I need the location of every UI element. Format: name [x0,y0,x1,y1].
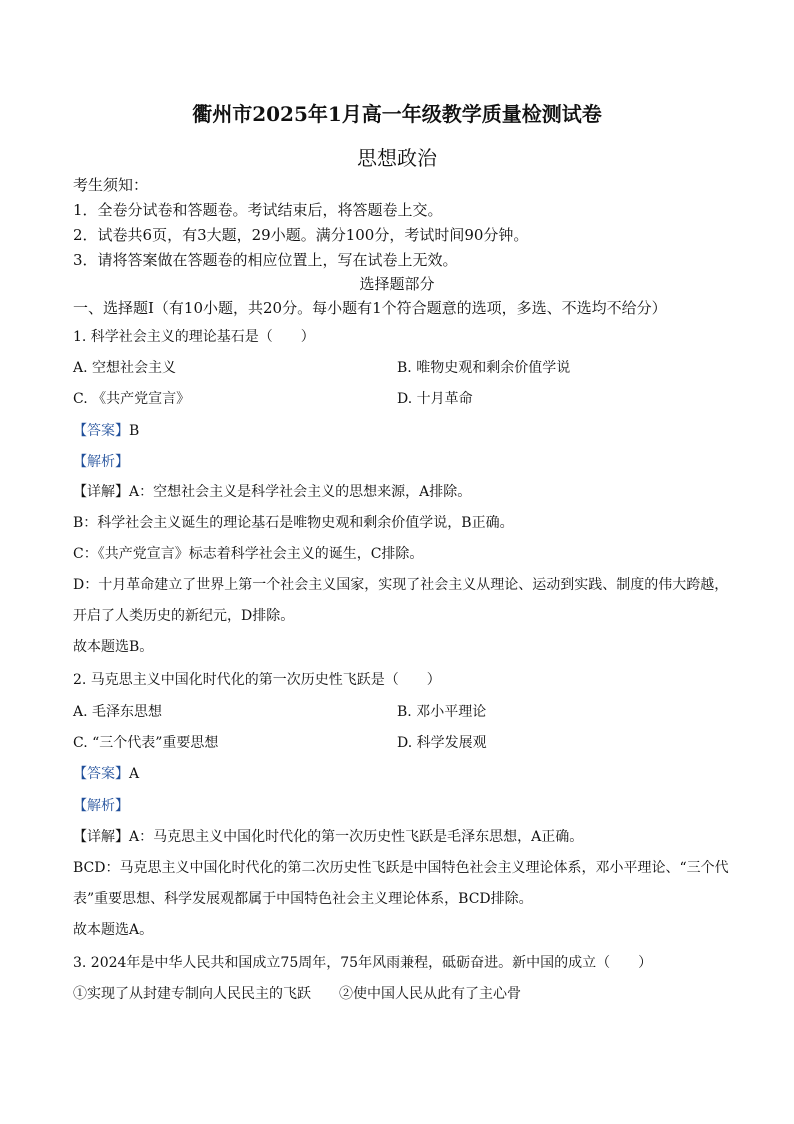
notice-item-2: 2．试卷共6页，有3大题，29小题。满分100分，考试时间90分钟。 [73,226,529,244]
notice-item-1: 1．全卷分试卷和答题卷。考试结束后，将答题卷上交。 [73,201,443,219]
question-1-option-a: A. 空想社会主义 [73,360,177,376]
question-3-options: ①实现了从封建专制向人民民主的飞跃 ②使中国人民从此有了主心骨 [73,986,521,1002]
section-heading: 一、选择题Ⅰ（有10小题，共20分。每小题有1个符合题意的选项，多选、不选均不给分） [73,299,667,317]
answer-tag: 【答案】 [73,423,129,439]
question-2-conclusion: 故本题选A。 [73,922,154,938]
question-2-answer [73,765,139,783]
question-1-answer [73,422,139,440]
answer-value: B [129,423,140,439]
question-2-option-b: B. 邓小平理论 [397,704,487,720]
notice-heading: 考生须知： [73,176,149,194]
question-1-detail-5: 开启了人类历史的新纪元，D排除。 [73,608,295,624]
question-2-option-c: C. “三个代表”重要思想 [73,735,219,751]
question-2-detail-2: BCD：马克思主义中国化时代化的第二次历史性飞跃是中国特色社会主义理论体系，邓小平理论、“三个代 [73,860,729,876]
page-title: 衢州市2025年1月高一年级教学质量检测试卷 [192,102,602,126]
question-1-option-c: C. 《共产党宣言》 [73,391,191,407]
question-1-analysis-tag: 【解析】 [73,454,129,470]
question-2-option-d: D. 科学发展观 [397,735,487,751]
answer-tag: 【答案】 [73,766,129,782]
question-1-detail-3: C：《共产党宣言》标志着科学社会主义的诞生，C排除。 [73,546,424,562]
question-1-detail-2: B：科学社会主义诞生的理论基石是唯物史观和剩余价值学说，B正确。 [73,515,514,531]
question-1-stem: 1. 科学社会主义的理论基石是（ ） [73,329,315,345]
question-2-stem: 2. 马克思主义中国化时代化的第一次历史性飞跃是（ ） [73,672,441,688]
question-2-detail-1: 【详解】A：马克思主义中国化时代化的第一次历史性飞跃是毛泽东思想，A正确。 [73,829,584,845]
question-2-option-a: A. 毛泽东思想 [73,704,163,720]
answer-value: A [129,766,140,782]
question-1-detail-1: 【详解】A：空想社会主义是科学社会主义的思想来源，A排除。 [73,484,472,500]
question-1-option-b: B. 唯物史观和剩余价值学说 [397,360,571,376]
question-1-detail-4: D：十月革命建立了世界上第一个社会主义国家，实现了社会主义从理论、运动到实践、制度的伟大跨越， [73,577,729,593]
question-3-stem: 3. 2024年是中华人民共和国成立75周年，75年风雨兼程，砥砺奋进。新中国的成立（ ） [73,955,653,971]
question-1-conclusion: 故本题选B。 [73,639,154,655]
question-1-option-d: D. 十月革命 [397,391,473,407]
question-2-detail-3: 表”重要思想、科学发展观都属于中国特色社会主义理论体系，BCD排除。 [73,891,533,907]
part-title: 选择题部分 [359,275,435,293]
page-subtitle: 思想政治 [357,146,437,170]
notice-item-3: 3．请将答案做在答题卷的相应位置上，写在试卷上无效。 [73,251,458,269]
question-2-analysis-tag: 【解析】 [73,798,129,814]
